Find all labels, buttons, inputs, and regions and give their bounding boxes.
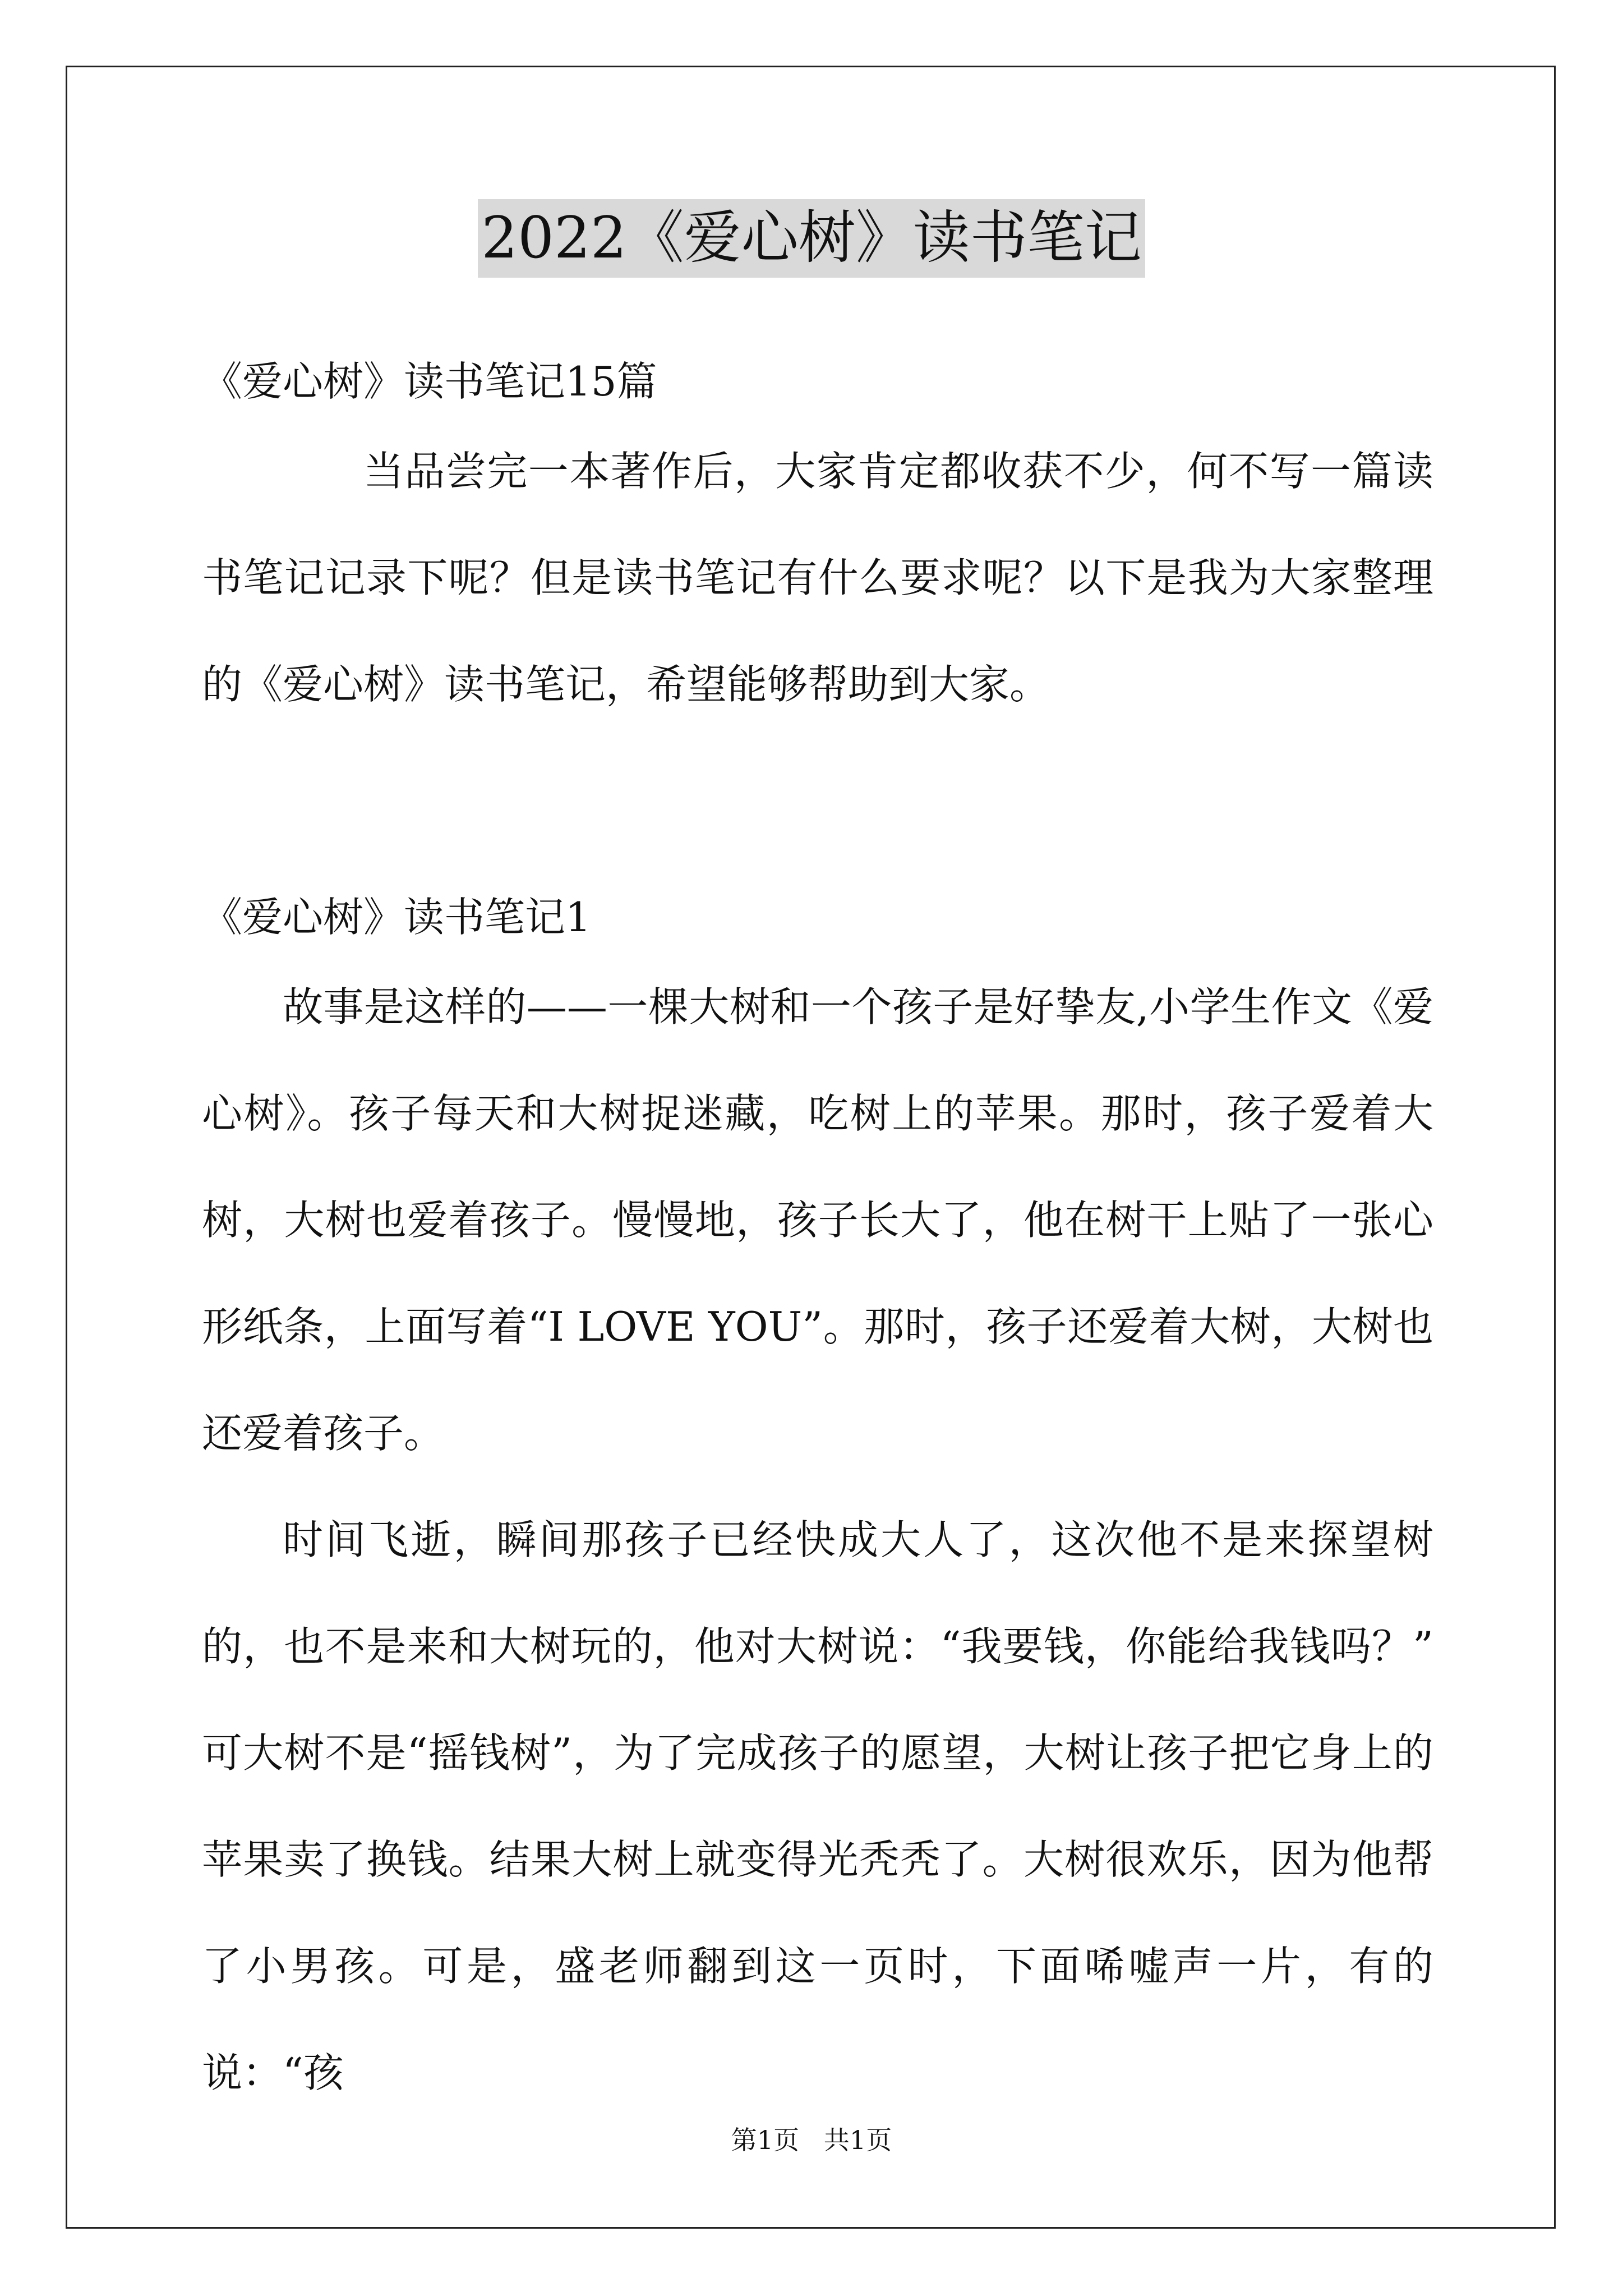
- section-heading: 《爱心树》读书笔记1: [202, 894, 591, 941]
- section-body: [202, 954, 1433, 2126]
- document-subtitle: 《爱心树》读书笔记15篇: [202, 358, 657, 405]
- document-title: 2022《爱心树》读书笔记: [478, 199, 1145, 278]
- body-paragraph-2: 时间飞逝，瞬间那孩子已经快成大人了，这次他不是来探望树的，也不是来和大树玩的，他对大树说：“我要钱，你能给我钱吗？” 可大树不是“摇钱树”，为了完成孩子的愿望，大树让孩子把它身上的苹果卖了换钱。结果大树上就变得光秃秃了。大树很欢乐，因为他帮了小男孩。可是，盛老师翻到这一页时，下面唏嘘声一片，有的说：“孩: [202, 1516, 1433, 2096]
- body-paragraph-1: 故事是这样的——一棵大树和一个孩子是好挚友,小学生作文《爱心树》。孩子每天和大树捉迷藏，吃树上的苹果。那时，孩子爱着大树，大树也爱着孩子。慢慢地，孩子长大了，他在树干上贴了一张心形纸条，上面写着“I LOVE YOU”。那时，孩子还爱着大树，大树也还爱着孩子。: [202, 983, 1433, 1457]
- intro-text: 当品尝完一本著作后，大家肯定都收获不少，何不写一篇读书笔记记录下呢？但是读书笔记有什么要求呢？以下是我为大家整理的《爱心树》读书笔记，希望能够帮助到大家。: [202, 448, 1433, 708]
- intro-paragraph: [202, 418, 1433, 738]
- page-footer: 第1页 共1页: [731, 2125, 892, 2155]
- title-block: [0, 199, 1623, 278]
